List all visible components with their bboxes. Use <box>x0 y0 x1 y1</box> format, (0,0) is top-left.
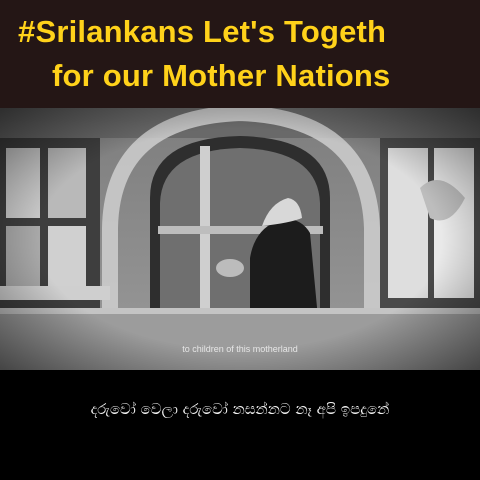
video-frame <box>0 108 480 370</box>
title-line-2: for our Mother Nations <box>52 58 391 93</box>
english-subtitle: to children of this motherland <box>182 344 298 354</box>
title-banner <box>0 0 480 108</box>
sinhala-subtitle: දරුවෝ වෙලා දරුවෝ නසන්නට නෑ අපි ඉපදුනේ <box>90 400 390 418</box>
caption-bar <box>0 370 480 480</box>
title-line-1: #Srilankans Let's Togeth <box>18 14 387 49</box>
video-scene-image <box>0 108 480 370</box>
